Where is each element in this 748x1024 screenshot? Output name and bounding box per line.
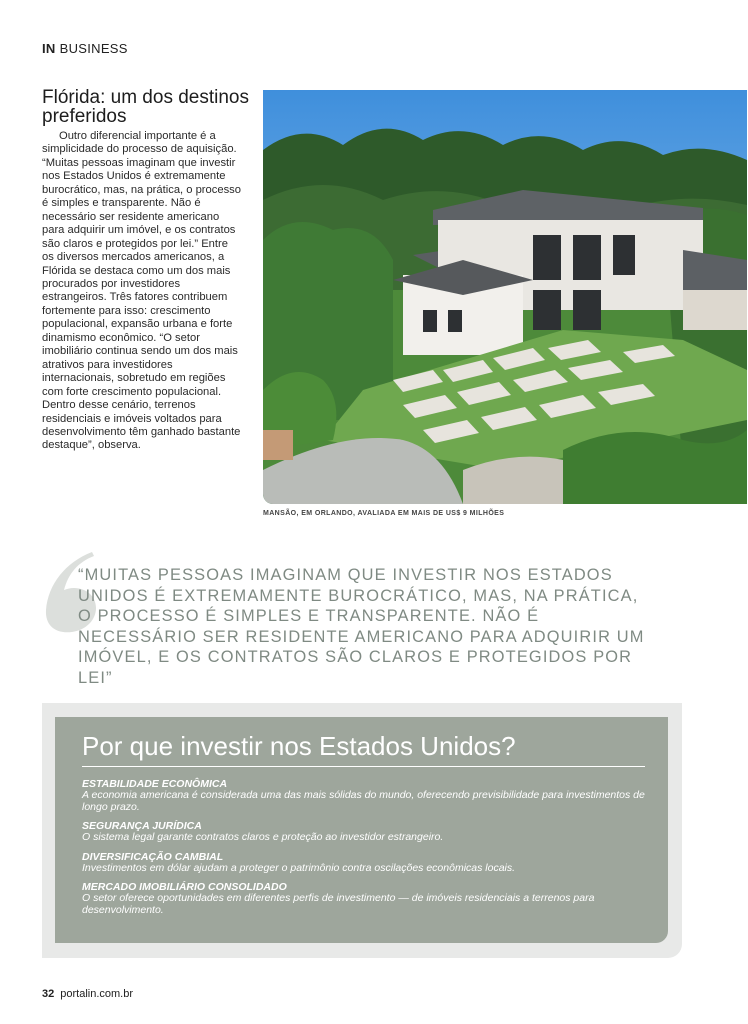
- mansion-illustration: [263, 90, 747, 504]
- article-title: Flórida: um dos destinos preferidos: [42, 87, 249, 127]
- mansion-photo: [263, 90, 747, 504]
- article-body: Outro diferencial importante é a simplicidade do processo de aquisição. “Muitas pessoas imaginam que investir nos Estados Unidos é extremamente burocrático, mas, na prática, o processo é simples e transparente. Não é necessário ser residente americano para adquirir um imóvel, e os contratos são claros e protegidos por lei.” Entre os diversos mercados americanos, a Flórida se destaca como um dos mais procurados por investidores estrangeiros. Três fatores contribuem fortemente para isso: crescimento populacional, expansão urbana e forte dinamismo econômico. “O setor imobiliário continua sendo um dos mais atrativos para investidores internacionais, sobretudo em regiões com forte crescimento populacional. Dentro desse cenário, terrenos residenciais e imóveis voltados para desenvolvimento têm ganhado bastante destaque”, observa.: [42, 130, 241, 452]
- section-prefix: IN: [42, 41, 56, 56]
- sidebar-box-list: [82, 779, 652, 924]
- item-text: O sistema legal garante contratos claros e proteção ao investidor estrangeiro.: [82, 831, 444, 843]
- page-number: 32: [42, 988, 55, 1000]
- photo-caption: MANSÃO, EM ORLANDO, AVALIADA EM MAIS DE US$ 9 MILHÕES: [263, 510, 505, 517]
- item-text: Investimentos em dólar ajudam a proteger o patrimônio contra oscilações econômicas locais.: [82, 861, 516, 874]
- sidebar-box-title: Por que investir nos Estados Unidos?: [82, 730, 645, 767]
- item-heading: SEGURANÇA JURÍDICA: [82, 820, 202, 832]
- footer-site[interactable]: portalin.com.br: [60, 988, 134, 1000]
- item-text: O setor oferece oportunidades em diferentes perfis de investimento — de imóveis residenciais a terrenos para desenvolvimento.: [82, 892, 595, 916]
- section-header: [42, 41, 128, 56]
- item-text: A economia americana é considerada uma das mais sólidas do mundo, oferecendo previsibilidade para investimentos de longo prazo.: [82, 789, 645, 813]
- list-item: [82, 779, 652, 813]
- list-item: [82, 852, 652, 875]
- list-item: [82, 821, 652, 844]
- pull-quote: “MUITAS PESSOAS IMAGINAM QUE INVESTIR NOS ESTADOS UNIDOS É EXTREMAMENTE BUROCRÁTICO, MAS, NA PRÁTICA, O PROCESSO É SIMPLES E TRANSPARENTE. NÃO É NECESSÁRIO SER RESIDENTE AMERICANO PARA ADQUIRIR UM IMÓVEL, E OS CONTRATOS SÃO CLAROS E PROTEGIDOS POR LEI”: [78, 566, 645, 687]
- list-item: [82, 882, 652, 916]
- item-heading: ESTABILIDADE ECONÔMICA: [82, 778, 228, 790]
- item-heading: MERCADO IMOBILIÁRIO CONSOLIDADO: [82, 881, 287, 893]
- section-name: BUSINESS: [59, 41, 128, 56]
- page-footer: [42, 988, 133, 1000]
- sidebar-box: [55, 717, 668, 943]
- item-heading: DIVERSIFICAÇÃO CAMBIAL: [82, 850, 224, 863]
